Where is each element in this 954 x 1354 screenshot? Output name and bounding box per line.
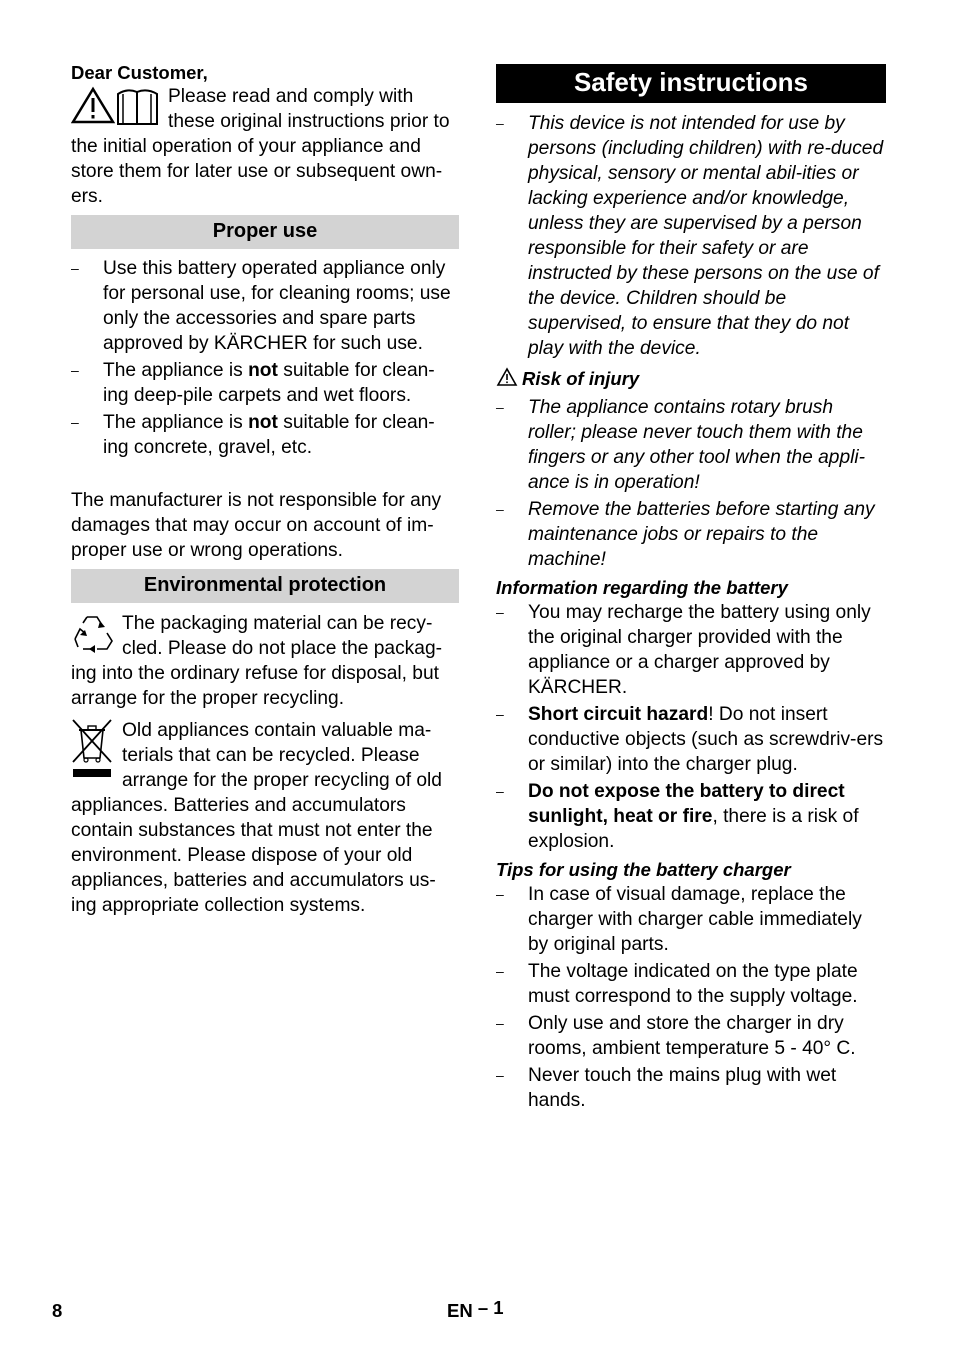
list-item: – This device is not intended for use by persons (including children) with re-duced physical, sensory or mental abil-ities or lacking experience and/or knowledge, unless they are supervised by a person responsible for their safety or are instructed by these persons on the use of the device. Children should be supervised, to ensure that they do not play with the device. [496,113,884,359]
battery-list [496,600,886,856]
list-item: – Short circuit hazard! Do not insert conductive objects (such as screwdriv-ers or similar) into the charger plug. [496,704,884,775]
list-item: – The voltage indicated on the type plate must correspond to the supply voltage. [496,961,858,1007]
risk-of-injury-heading: Risk of injury [496,366,639,393]
warning-manual-icon [71,84,163,130]
list-item: – Use this battery operated appliance only for personal use, for cleaning rooms; use only the accessories and spare parts approved by KÄRCHER for such use. [71,258,451,354]
list-item: – Only use and store the charger in dry rooms, ambient temperature 5 - 40° C. [496,1013,856,1059]
intro-paragraph [71,84,459,209]
intro-text: Please read and comply with these original instructions prior to the initial operation of your appliance and store them for later use or subsequent own-ers. [71,86,450,207]
battery-info-heading: Information regarding the battery [496,577,788,598]
page-number: 8 [52,1300,63,1321]
list-item: – The appliance contains rotary brush roller; please never touch them with the fingers or any other tool when the appli-ance is in operation! [496,397,866,493]
safety-instructions-heading: Safety instructions [496,64,886,103]
manufacturer-note: The manufacturer is not responsible for any damages that may occur on account of im-proper use or wrong operations. [71,490,442,561]
environmental-heading: Environmental protection [71,569,459,603]
crossed-bin-icon [71,718,117,784]
packaging-text: The packaging material can be recy-cled. Please do not place the packag-ing into the ordinary refuse for disposal, but arrange for the proper recycling. [71,613,443,709]
recycle-icon [71,611,117,661]
old-appliances-text: Old appliances contain valuable ma-terials that can be recycled. Please arrange for the proper recycling of old appliances. Batteries and accumulators contain substances that must not enter the environment. Please dispose of your old appliances, batteries and accumulators us-ing appropriate collection systems. [71,720,442,916]
list-item: – Do not expose the battery to direct sunlight, heat or fire, there is a risk of explosion. [496,781,859,852]
proper-use-list [71,256,459,462]
old-appliances-paragraph [71,718,459,918]
risk-list [496,395,886,574]
list-item: – In case of visual damage, replace the charger with charger cable immediately by original parts. [496,884,862,955]
warning-icon [496,367,522,393]
list-item: – Remove the batteries before starting any maintenance jobs or repairs to the machine! [496,499,875,570]
packaging-paragraph [71,611,459,711]
safety-intro-list [496,111,886,363]
greeting: Dear Customer, [71,62,208,83]
charger-list [496,882,886,1115]
language-page-label: EN – 1 [447,1297,504,1321]
list-item: – You may recharge the battery using only the original charger provided with the appliance or a charger approved by KÄRCHER. [496,602,871,698]
charger-tips-heading: Tips for using the battery charger [496,859,791,880]
list-item: – Never touch the mains plug with wet hands. [496,1065,837,1111]
list-item: – The appliance is not suitable for clean-ing concrete, gravel, etc. [71,412,435,458]
proper-use-heading: Proper use [71,215,459,249]
list-item: – The appliance is not suitable for clean-ing deep-pile carpets and wet floors. [71,360,435,406]
